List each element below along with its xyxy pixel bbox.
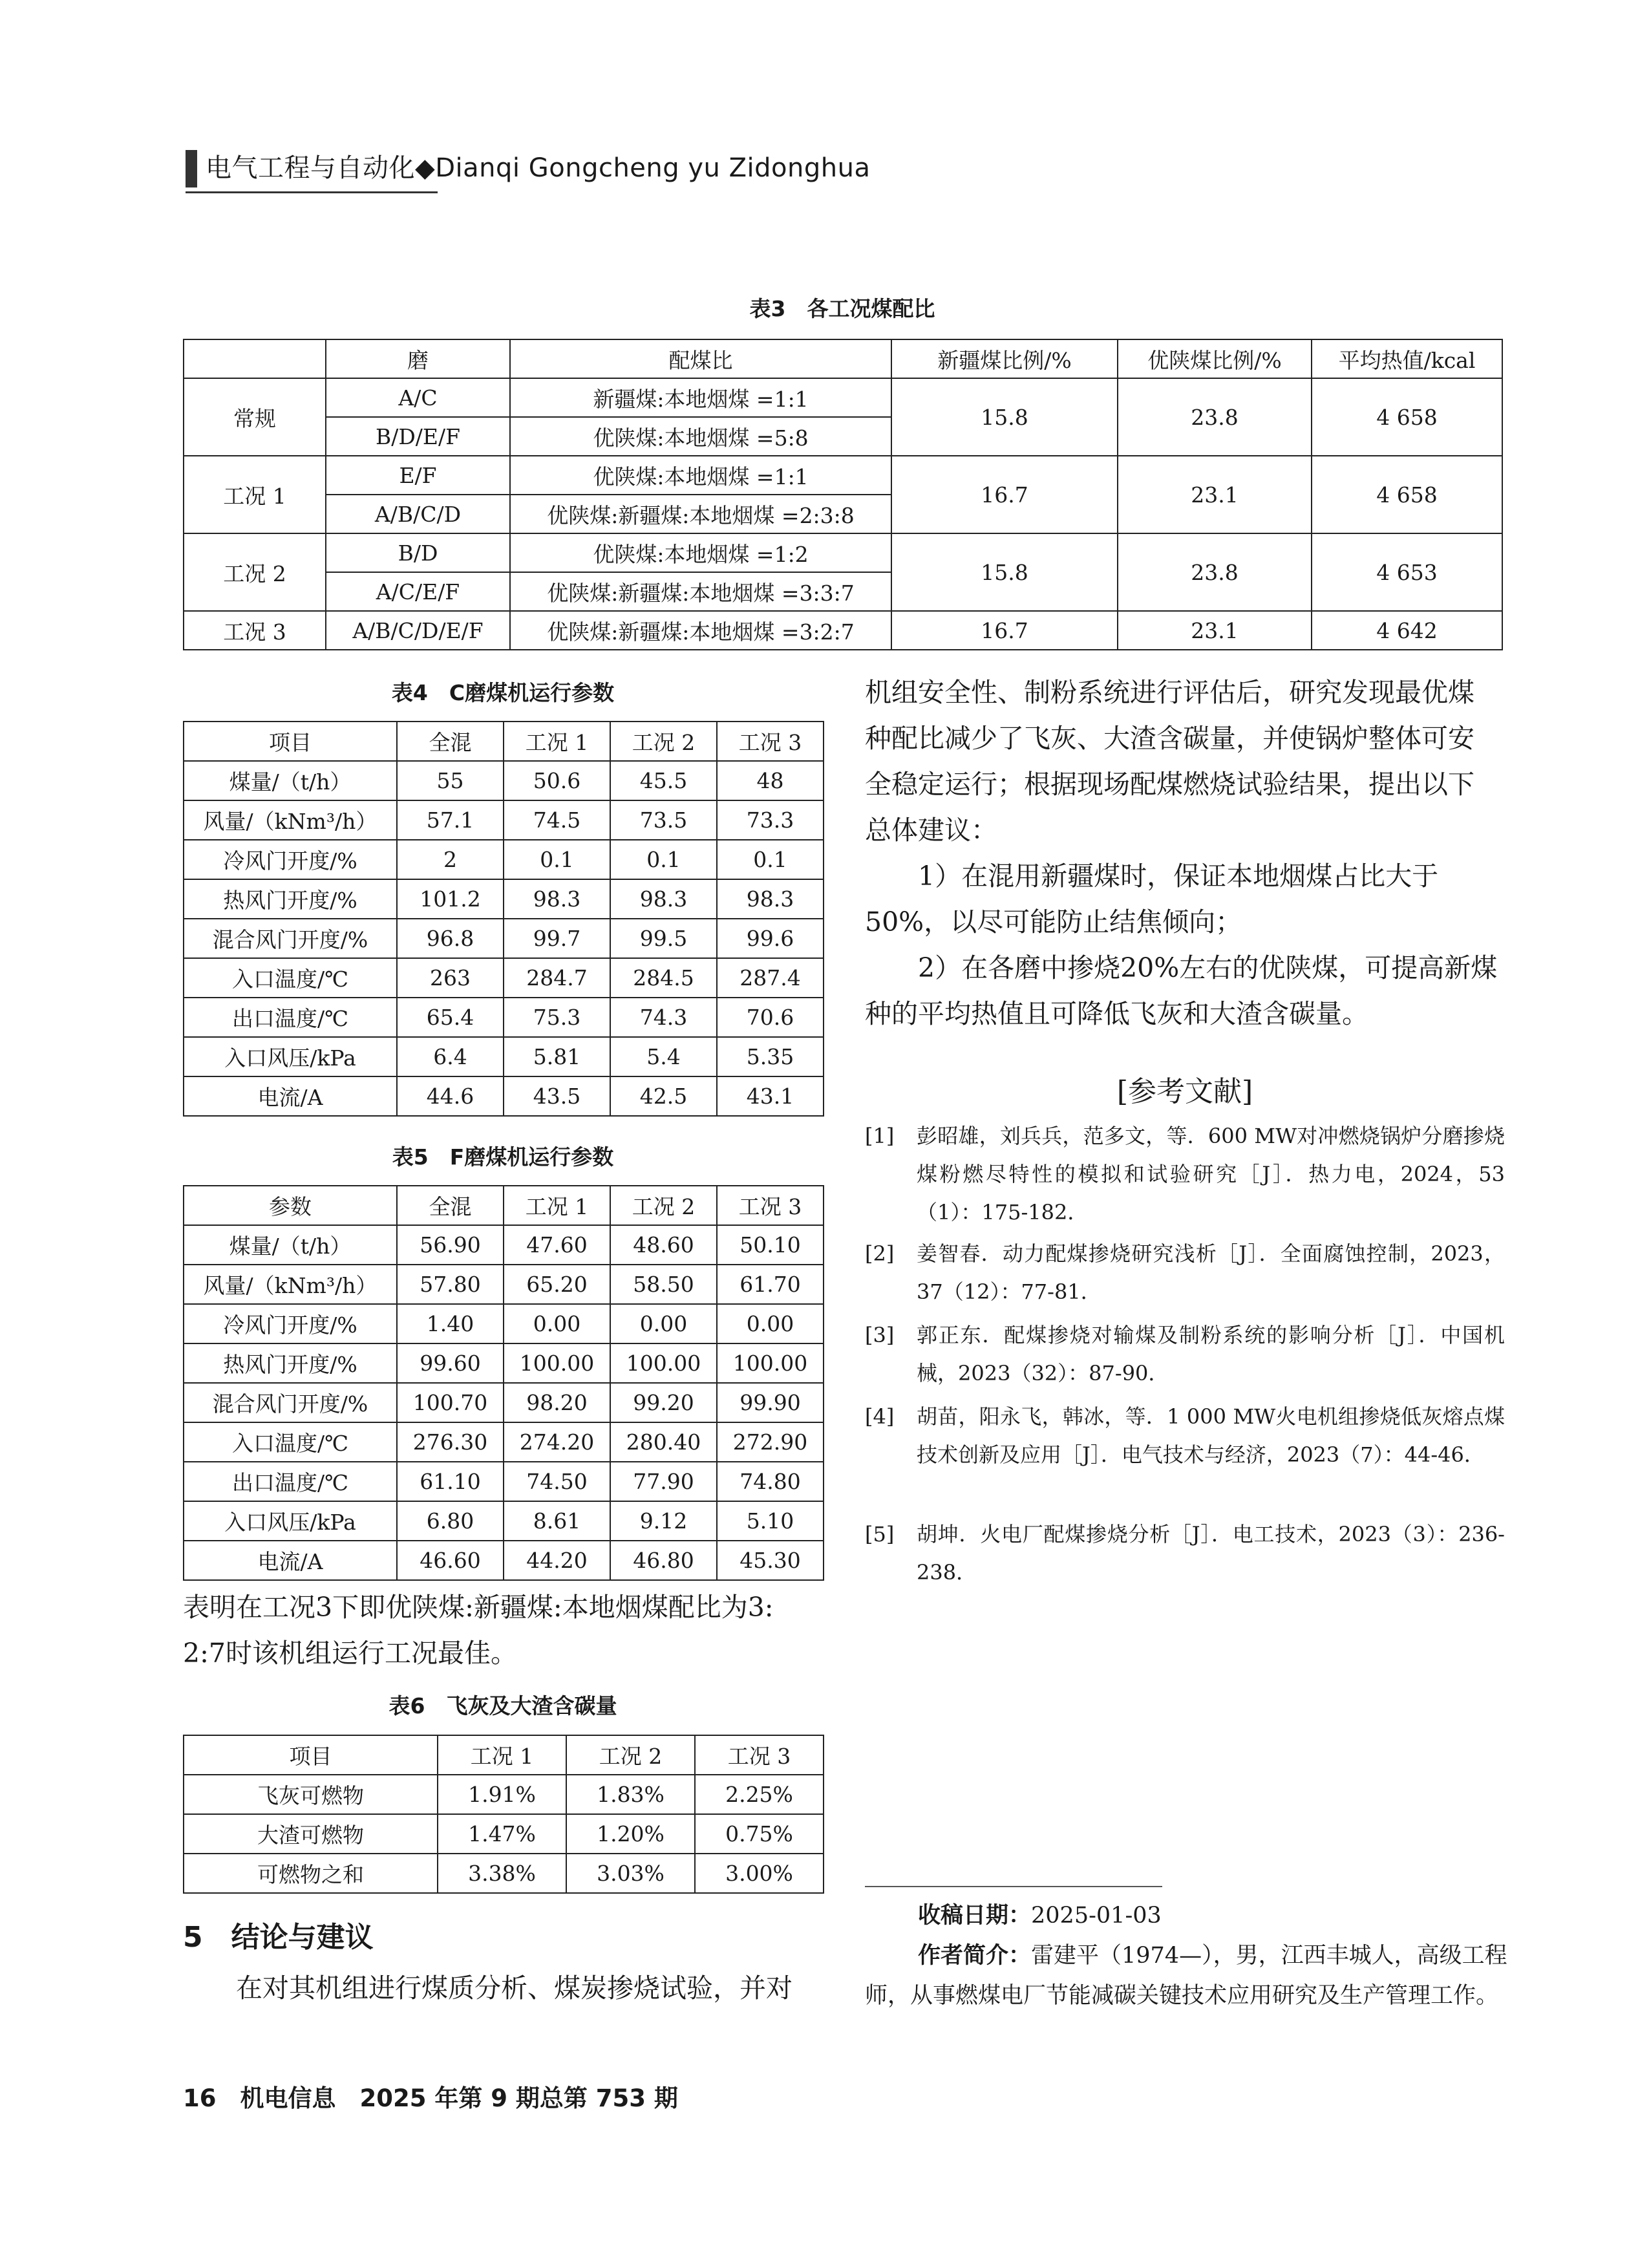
value-cell: 73.3 — [717, 800, 824, 840]
table3-header: 优陕煤比例/% — [1118, 339, 1312, 378]
table-row — [184, 1422, 824, 1462]
table5-header: 全混 — [397, 1186, 504, 1225]
value-cell: 98.3 — [717, 879, 824, 919]
reference-text: 郭正东．配煤掺烧对输煤及制粉系统的影响分析［J］．中国机械，2023（32）：87-90． — [917, 1323, 1505, 1385]
value-cell: 45.30 — [717, 1541, 824, 1580]
reference-text: 彭昭雄，刘兵兵，范多文，等．600 MW对冲燃烧锅炉分磨掺烧煤粉燃尽特性的模拟和试验研究［J］．热力电，2024，53（1）：175-182． — [917, 1124, 1505, 1225]
mill-cell: B/D/E/F — [326, 417, 510, 456]
value-cell: 58.50 — [610, 1265, 717, 1304]
table-row — [184, 1854, 824, 1893]
table-row — [184, 1814, 824, 1854]
reference-item — [865, 1235, 1505, 1311]
value-cell: 5.10 — [717, 1501, 824, 1541]
table6-header: 工况 2 — [566, 1735, 695, 1775]
value-cell: 61.70 — [717, 1265, 824, 1304]
value-cell: 70.6 — [717, 998, 824, 1037]
table6-header: 工况 3 — [695, 1735, 824, 1775]
value-cell: 287.4 — [717, 958, 824, 998]
value-cell: 5.35 — [717, 1037, 824, 1076]
table-row — [184, 1037, 824, 1076]
condition-name: 常规 — [184, 378, 326, 456]
value-cell: 274.20 — [504, 1422, 610, 1462]
value-cell: 57.1 — [397, 800, 504, 840]
mill-cell: A/B/C/D/E/F — [326, 611, 510, 650]
received-value: 2025-01-03 — [1031, 1903, 1162, 1929]
table-row — [184, 840, 824, 879]
value-cell: 263 — [397, 958, 504, 998]
param-label: 冷风门开度/% — [184, 1304, 397, 1343]
value-cell: 272.90 — [717, 1422, 824, 1462]
value-cell: 3.00% — [695, 1854, 824, 1893]
param-label: 出口温度/℃ — [184, 998, 397, 1037]
reference-number: [2] — [865, 1241, 895, 1266]
table5 — [183, 1185, 824, 1581]
param-label: 入口风压/kPa — [184, 1501, 397, 1541]
table3-header: 新疆煤比例/% — [891, 339, 1118, 378]
condition-name: 工况 2 — [184, 533, 326, 611]
value-cell: 1.20% — [566, 1814, 695, 1854]
value-cell: 9.12 — [610, 1501, 717, 1541]
table-row — [184, 761, 824, 800]
right-text-line: 机组安全性、制粉系统进行评估后，研究发现最优煤 — [865, 677, 1474, 708]
value-cell: 75.3 — [504, 998, 610, 1037]
journal-header: 电气工程与自动化◆Dianqi Gongcheng yu Zidonghua — [206, 153, 871, 183]
avg-heat: 4 658 — [1312, 378, 1502, 456]
table4-header: 工况 2 — [610, 722, 717, 761]
table4-header: 工况 1 — [504, 722, 610, 761]
reference-number: [4] — [865, 1404, 895, 1429]
mill-cell: A/C — [326, 378, 510, 417]
value-cell: 100.00 — [504, 1343, 610, 1383]
table5-caption: 表5 F磨煤机运行参数 — [392, 1144, 614, 1170]
table-row — [184, 533, 1502, 572]
youshan-pct: 23.8 — [1118, 378, 1312, 456]
value-cell: 0.00 — [504, 1304, 610, 1343]
ratio-cell: 优陕煤:本地烟煤 =1:2 — [510, 533, 891, 572]
table-row — [184, 456, 1502, 495]
table4-header-row — [184, 722, 824, 761]
table6 — [183, 1735, 824, 1894]
table6-header: 工况 1 — [438, 1735, 566, 1775]
value-cell: 48.60 — [610, 1225, 717, 1265]
ratio-cell: 优陕煤:新疆煤:本地烟煤 =3:3:7 — [510, 572, 891, 611]
value-cell: 74.80 — [717, 1462, 824, 1501]
youshan-pct: 23.8 — [1118, 533, 1312, 611]
author-text-line: 师，从事燃煤电厂节能减碳关键技术应用研究及生产管理工作。 — [865, 1983, 1499, 2009]
suggestion-2-line: 2）在各磨中掺烧20%左右的优陕煤，可提高新煤 — [918, 952, 1498, 983]
youshan-pct: 23.1 — [1118, 611, 1312, 650]
param-label: 入口温度/℃ — [184, 958, 397, 998]
value-cell: 2 — [397, 840, 504, 879]
table6-header-row — [184, 1735, 824, 1775]
param-label: 冷风门开度/% — [184, 840, 397, 879]
table3-caption: 表3 各工况煤配比 — [749, 296, 935, 321]
value-cell: 6.4 — [397, 1037, 504, 1076]
page-footer: 16 机电信息 2025 年第 9 期总第 753 期 — [183, 2084, 678, 2112]
value-cell: 48 — [717, 761, 824, 800]
ratio-cell: 优陕煤:本地烟煤 =5:8 — [510, 417, 891, 456]
author-intro — [918, 1936, 1507, 1976]
table-row — [184, 1775, 824, 1814]
param-label: 可燃物之和 — [184, 1854, 438, 1893]
reference-item — [865, 1316, 1505, 1393]
table-row — [184, 1225, 824, 1265]
value-cell: 74.3 — [610, 998, 717, 1037]
param-label: 热风门开度/% — [184, 1343, 397, 1383]
value-cell: 55 — [397, 761, 504, 800]
table-row — [184, 1383, 824, 1422]
value-cell: 57.80 — [397, 1265, 504, 1304]
value-cell: 100.70 — [397, 1383, 504, 1422]
value-cell: 1.47% — [438, 1814, 566, 1854]
received-date — [918, 1896, 1162, 1936]
mill-cell: A/B/C/D — [326, 495, 510, 533]
value-cell: 45.5 — [610, 761, 717, 800]
reference-item — [865, 1515, 1505, 1592]
table3-header: 配煤比 — [510, 339, 891, 378]
value-cell: 100.00 — [610, 1343, 717, 1383]
value-cell: 56.90 — [397, 1225, 504, 1265]
table-row — [184, 958, 824, 998]
value-cell: 1.91% — [438, 1775, 566, 1814]
param-label: 电流/A — [184, 1541, 397, 1580]
avg-heat: 4 658 — [1312, 456, 1502, 533]
reference-number: [5] — [865, 1522, 895, 1546]
table3 — [183, 339, 1503, 650]
table-row — [184, 919, 824, 958]
table5-header: 工况 1 — [504, 1186, 610, 1225]
value-cell: 5.4 — [610, 1037, 717, 1076]
table-row — [184, 611, 1502, 650]
value-cell: 99.6 — [717, 919, 824, 958]
table4-header: 项目 — [184, 722, 397, 761]
reference-item — [865, 1117, 1505, 1232]
value-cell: 3.03% — [566, 1854, 695, 1893]
table5-header: 工况 3 — [717, 1186, 824, 1225]
table4-header: 工况 3 — [717, 722, 824, 761]
param-label: 风量/（kNm³/h） — [184, 1265, 397, 1304]
reference-text: 胡坤．火电厂配煤掺烧分析［J］．电工技术，2023（3）：236-238． — [917, 1522, 1505, 1585]
table-row — [184, 879, 824, 919]
table-row — [184, 1462, 824, 1501]
xinjiang-pct: 16.7 — [891, 611, 1118, 650]
param-label: 风量/（kNm³/h） — [184, 800, 397, 840]
reference-number: [3] — [865, 1323, 895, 1347]
value-cell: 276.30 — [397, 1422, 504, 1462]
reference-text: 姜智春．动力配煤掺烧研究浅析［J］．全面腐蚀控制，2023，37（12）：77-81． — [917, 1241, 1505, 1304]
header-bar — [186, 150, 197, 187]
param-label: 热风门开度/% — [184, 879, 397, 919]
value-cell: 100.00 — [717, 1343, 824, 1383]
right-text-line: 总体建议： — [865, 815, 997, 846]
param-label: 飞灰可燃物 — [184, 1775, 438, 1814]
value-cell: 44.6 — [397, 1076, 504, 1116]
param-label: 入口温度/℃ — [184, 1422, 397, 1462]
right-text-line: 全稳定运行；根据现场配煤燃烧试验结果，提出以下 — [865, 769, 1474, 800]
suggestion-2-line: 种的平均热值且可降低飞灰和大渣含碳量。 — [865, 998, 1368, 1029]
param-label: 混合风门开度/% — [184, 1383, 397, 1422]
section-heading: 5 结论与建议 — [183, 1921, 374, 1954]
value-cell: 96.8 — [397, 919, 504, 958]
table3-header: 磨 — [326, 339, 510, 378]
mill-cell: A/C/E/F — [326, 572, 510, 611]
value-cell: 0.1 — [610, 840, 717, 879]
value-cell: 99.90 — [717, 1383, 824, 1422]
value-cell: 44.20 — [504, 1541, 610, 1580]
value-cell: 65.4 — [397, 998, 504, 1037]
xinjiang-pct: 15.8 — [891, 378, 1118, 456]
xinjiang-pct: 15.8 — [891, 533, 1118, 611]
ratio-cell: 优陕煤:本地烟煤 =1:1 — [510, 456, 891, 495]
table3-header: 平均热值/kcal — [1312, 339, 1502, 378]
param-label: 入口风压/kPa — [184, 1037, 397, 1076]
condition-name: 工况 1 — [184, 456, 326, 533]
value-cell: 6.80 — [397, 1501, 504, 1541]
table6-caption: 表6 飞灰及大渣含碳量 — [388, 1693, 617, 1718]
value-cell: 284.5 — [610, 958, 717, 998]
reference-item — [865, 1398, 1505, 1474]
param-label: 大渣可燃物 — [184, 1814, 438, 1854]
condition-name: 工况 3 — [184, 611, 326, 650]
table-row — [184, 1076, 824, 1116]
value-cell: 98.3 — [610, 879, 717, 919]
table6-header: 项目 — [184, 1735, 438, 1775]
param-label: 电流/A — [184, 1076, 397, 1116]
value-cell: 0.75% — [695, 1814, 824, 1854]
received-label: 收稿日期： — [918, 1903, 1032, 1929]
youshan-pct: 23.1 — [1118, 456, 1312, 533]
value-cell: 280.40 — [610, 1422, 717, 1462]
table3-header — [184, 339, 326, 378]
value-cell: 5.81 — [504, 1037, 610, 1076]
table-row — [184, 1304, 824, 1343]
param-label: 混合风门开度/% — [184, 919, 397, 958]
value-cell: 77.90 — [610, 1462, 717, 1501]
table5-header: 工况 2 — [610, 1186, 717, 1225]
xinjiang-pct: 16.7 — [891, 456, 1118, 533]
right-text-line: 种配比减少了飞灰、大渣含碳量，并使锅炉整体可安 — [865, 723, 1474, 754]
table-row — [184, 1265, 824, 1304]
table-row — [184, 998, 824, 1037]
value-cell: 65.20 — [504, 1265, 610, 1304]
value-cell: 8.61 — [504, 1501, 610, 1541]
value-cell: 46.60 — [397, 1541, 504, 1580]
table-row — [184, 1501, 824, 1541]
value-cell: 74.50 — [504, 1462, 610, 1501]
avg-heat: 4 642 — [1312, 611, 1502, 650]
value-cell: 47.60 — [504, 1225, 610, 1265]
value-cell: 98.3 — [504, 879, 610, 919]
value-cell: 73.5 — [610, 800, 717, 840]
value-cell: 284.7 — [504, 958, 610, 998]
value-cell: 50.6 — [504, 761, 610, 800]
value-cell: 99.60 — [397, 1343, 504, 1383]
table4-header: 全混 — [397, 722, 504, 761]
table3-header-row — [184, 339, 1502, 378]
param-label: 煤量/（t/h） — [184, 761, 397, 800]
header-rule — [186, 191, 438, 193]
mill-cell: B/D — [326, 533, 510, 572]
author-text: 雷建平（1974—），男，江西丰城人，高级工程 — [1031, 1943, 1507, 1969]
value-cell: 1.40 — [397, 1304, 504, 1343]
table4 — [183, 721, 824, 1117]
value-cell: 98.20 — [504, 1383, 610, 1422]
table-row — [184, 1343, 824, 1383]
conclusion-text-line: 2:7时该机组运行工况最佳。 — [183, 1638, 517, 1669]
ratio-cell: 新疆煤:本地烟煤 =1:1 — [510, 378, 891, 417]
value-cell: 0.1 — [717, 840, 824, 879]
mill-cell: E/F — [326, 456, 510, 495]
table-row — [184, 378, 1502, 417]
value-cell: 0.00 — [610, 1304, 717, 1343]
table-row — [184, 1541, 824, 1580]
value-cell: 0.1 — [504, 840, 610, 879]
value-cell: 0.00 — [717, 1304, 824, 1343]
reference-number: [1] — [865, 1124, 895, 1148]
value-cell: 61.10 — [397, 1462, 504, 1501]
table5-header-row — [184, 1186, 824, 1225]
avg-heat: 4 653 — [1312, 533, 1502, 611]
value-cell: 74.5 — [504, 800, 610, 840]
value-cell: 43.5 — [504, 1076, 610, 1116]
value-cell: 42.5 — [610, 1076, 717, 1116]
param-label: 煤量/（t/h） — [184, 1225, 397, 1265]
section-text-line: 在对其机组进行煤质分析、煤炭掺烧试验，并对 — [236, 1973, 793, 2004]
suggestion-1-line: 50%，以尽可能防止结焦倾向； — [865, 906, 1242, 937]
ratio-cell: 优陕煤:新疆煤:本地烟煤 =3:2:7 — [510, 611, 891, 650]
suggestion-1-line: 1）在混用新疆煤时，保证本地烟煤占比大于 — [918, 861, 1439, 892]
reference-text: 胡苗，阳永飞，韩冰，等．1 000 MW火电机组掺烧低灰熔点煤技术创新及应用［J］．电气技术与经济，2023（7）：44-46． — [917, 1404, 1505, 1467]
table-row — [184, 800, 824, 840]
value-cell: 46.80 — [610, 1541, 717, 1580]
author-label: 作者简介： — [918, 1943, 1032, 1969]
table4-caption: 表4 C磨煤机运行参数 — [391, 680, 615, 705]
ratio-cell: 优陕煤:新疆煤:本地烟煤 =2:3:8 — [510, 495, 891, 533]
value-cell: 101.2 — [397, 879, 504, 919]
param-label: 出口温度/℃ — [184, 1462, 397, 1501]
value-cell: 3.38% — [438, 1854, 566, 1893]
value-cell: 43.1 — [717, 1076, 824, 1116]
value-cell: 99.7 — [504, 919, 610, 958]
value-cell: 50.10 — [717, 1225, 824, 1265]
value-cell: 99.5 — [610, 919, 717, 958]
value-cell: 99.20 — [610, 1383, 717, 1422]
table5-header: 参数 — [184, 1186, 397, 1225]
conclusion-text-line: 表明在工况3下即优陕煤:新疆煤:本地烟煤配比为3: — [183, 1592, 774, 1623]
references-heading: [参考文献] — [1116, 1075, 1253, 1108]
value-cell: 1.83% — [566, 1775, 695, 1814]
footnote-rule — [865, 1886, 1162, 1887]
value-cell: 2.25% — [695, 1775, 824, 1814]
